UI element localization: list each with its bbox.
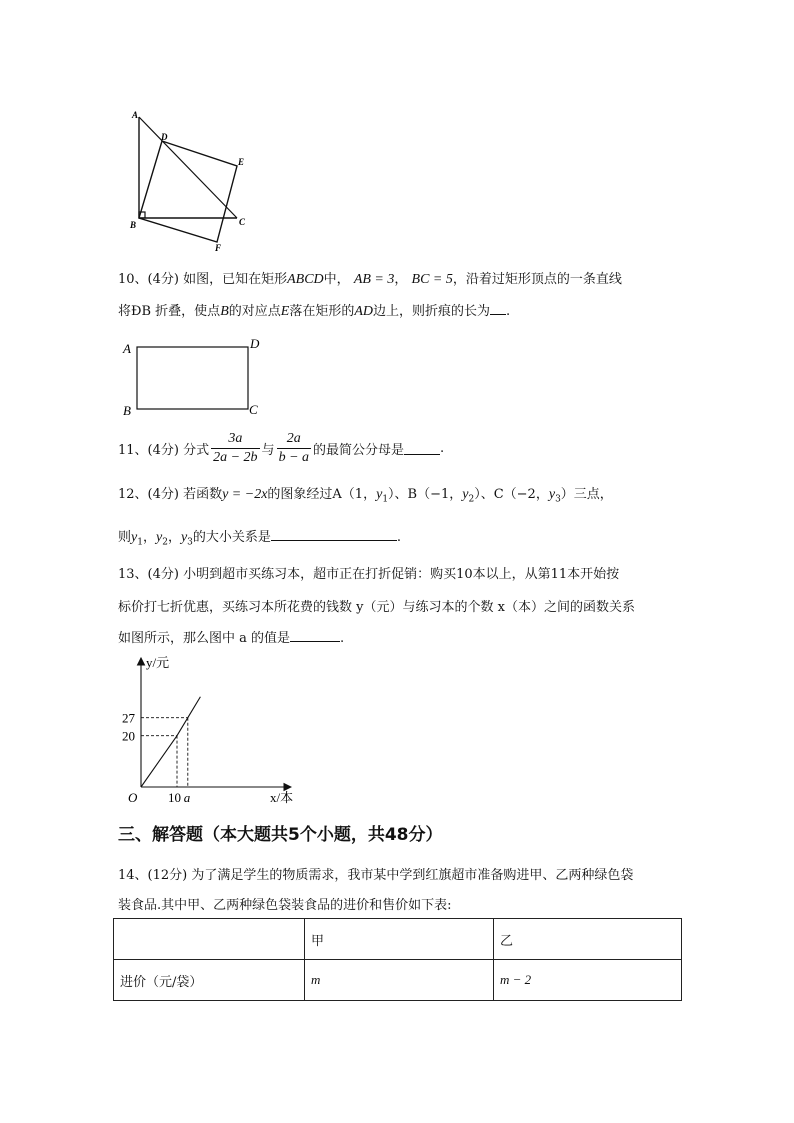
table-cell: 乙 xyxy=(494,919,682,960)
rect-A-label: A xyxy=(123,341,131,356)
answer-blank xyxy=(404,442,440,455)
q13-line3: 如图所示，那么图中 a 的值是 . xyxy=(118,631,345,646)
answer-blank xyxy=(490,302,506,315)
price-table xyxy=(113,918,682,1001)
x-tick-label: 10 xyxy=(168,790,181,805)
point-C-label: C xyxy=(239,217,246,227)
rect-D-label: D xyxy=(250,336,260,351)
q14-line1: 14、(12分) 为了满足学生的物质需求，我市某中学到红旗超市准备购进甲、乙两种绿色袋 xyxy=(118,868,634,883)
x-tick-label: a xyxy=(183,790,191,805)
table-cell: m − 2 xyxy=(494,960,682,1001)
point-A-label: A xyxy=(132,110,139,120)
q12-line2: 则$y_1$，$y_2$，$y_3$的大小关系是 . xyxy=(118,530,402,548)
y-axis-label: y/元 xyxy=(146,655,170,670)
table-cell: m xyxy=(305,960,494,1001)
q12-line1: 12、(4分) 若函数y = −2x的图象经过A（1，$y_1$）、B（−1，$y_2$）、C（−2，$y_3$）三点， xyxy=(118,487,613,505)
point-D-label: D xyxy=(161,132,168,142)
table-cell xyxy=(114,919,305,960)
fraction-2: $\frac{2a}{b - a}$ xyxy=(278,431,310,465)
fraction-1: $\frac{3a}{2a - 2b}$ xyxy=(213,431,258,465)
q13-line2: 标价打七折优惠，买练习本所花费的钱数 y（元）与练习本的个数 x（本）之间的函数关系 xyxy=(118,600,635,615)
answer-blank xyxy=(290,629,340,642)
rect-C-label: C xyxy=(249,402,258,417)
q10-line2: 将ÐB 折叠，使点B的对应点E落在矩形的AD边上，则折痕的长为 . xyxy=(118,304,511,319)
q10-line1: 10、(4分) 如图，已知在矩形ABCD中， AB = 3， BC = 5，沿着过矩形顶点的一条直线 xyxy=(118,272,622,287)
point-E-label: E xyxy=(238,157,245,167)
table-row xyxy=(114,960,682,1001)
point-B-label: B xyxy=(130,220,137,230)
y-tick-label: 20 xyxy=(122,728,135,744)
answer-blank xyxy=(271,528,397,541)
series-line xyxy=(141,697,200,787)
rectangle-figure xyxy=(118,336,268,420)
fold-figure xyxy=(125,108,255,256)
table-row xyxy=(114,919,682,960)
section-heading: 三、解答题（本大题共5个小题，共48分） xyxy=(118,825,443,845)
table-cell: 进价（元/袋） xyxy=(114,960,305,1001)
table-cell: 甲 xyxy=(305,919,494,960)
q11-line: 11、(4分) 分式 $\frac{3a}{2a - 2b}$ 与 $\frac{2a}{b - a}$ 的最简公分母是 . xyxy=(118,431,445,465)
price-chart xyxy=(118,650,308,810)
point-F-label: F xyxy=(215,243,222,253)
q14-line2: 装食品.其中甲、乙两种绿色袋装食品的进价和售价如下表: xyxy=(118,898,452,913)
y-tick-label: 27 xyxy=(122,710,135,726)
origin-label: O xyxy=(128,790,138,805)
x-axis-label: x/本 xyxy=(270,790,294,805)
q13-line1: 13、(4分) 小明到超市买练习本，超市正在打折促销：购买10本以上，从第11本开始按 xyxy=(118,567,620,582)
rect-B-label: B xyxy=(123,403,131,418)
